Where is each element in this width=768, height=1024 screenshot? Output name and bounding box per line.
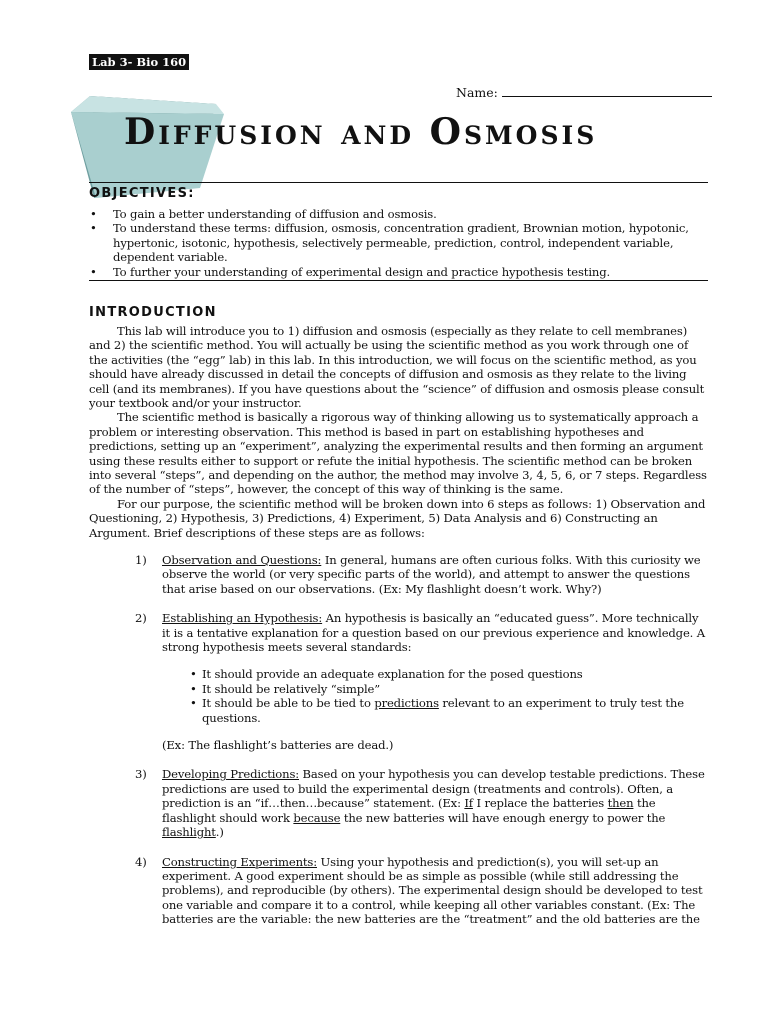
step-number: 1) [135, 553, 147, 567]
list-item [89, 221, 709, 264]
standard-text: It should be relatively “simple” [202, 681, 381, 696]
standard-text: It should provide an adequate explanation for the posed questions [202, 667, 583, 682]
step-title: Constructing Experiments: [162, 854, 317, 869]
list-item [188, 667, 708, 681]
step-hypothesis [89, 611, 708, 752]
standard-text: It should be able to be tied to [202, 696, 375, 711]
intro-paragraph: The scientific method is basically a rigorous way of thinking allowing us to systematically approach a problem or interesting observation. This method is based in part on establishing hypotheses and predictions, setting up an “experiment”, analyzing the experimental results and then forming an argument using these results either to support or refute the initial hypothesis. The scientific method can be broken into several “steps”, and depending on the author, the method may involve 3, 4, 5, 6, or 7 steps. Regardless of the number of “steps”, however, the concept of this way of thinking is the same. [89, 410, 707, 497]
standard-text: relevant to an experiment to truly test the questions. [202, 696, 684, 725]
intro-paragraph: This lab will introduce you to 1) diffusion and osmosis (especially as they relate to cell membranes) and 2) the scientific method. You will actually be using the scientific method as you work through one of the activities (the “egg” lab) in this lab. In this introduction, we will focus on the scientific method, as you should have already discussed in detail the concepts of diffusion and osmosis as they relate to the living cell (and its membranes). If you have questions about the “science” of diffusion and osmosis please consult your textbook and/or your instructor. [89, 324, 705, 411]
step-observation [89, 553, 708, 596]
objective-text: To further your understanding of experimental design and practice hypothesis testing. [113, 264, 610, 279]
step-number: 4) [135, 854, 147, 869]
step-text: .) [215, 825, 224, 840]
name-blank-line [502, 84, 712, 97]
if-term: If [464, 796, 473, 811]
objectives-bottom-rule [89, 280, 708, 281]
bullet-icon: • [190, 681, 197, 696]
list-item [188, 682, 708, 696]
hypothesis-example: (Ex: The flashlight’s batteries are dead.) [162, 738, 394, 753]
page-title: Diffusion and Osmosis [124, 111, 598, 153]
step-title: Establishing an Hypothesis: [162, 611, 323, 626]
objectives-heading: OBJECTIVES: [89, 186, 195, 201]
step-experiments [89, 855, 708, 927]
bullet-icon: • [90, 221, 97, 236]
flashlight-term: flashlight [162, 825, 216, 840]
list-item [89, 265, 709, 279]
list-item [89, 207, 709, 221]
step-title: Observation and Questions: [162, 553, 322, 567]
step-predictions [89, 767, 708, 839]
steps-list [89, 553, 708, 927]
step-text: Based on your hypothesis you can develop testable predictions. These predictions are used to build the experimental design (treatments and controls). Often, a prediction is an “if…then…because” statement. (Ex: [162, 767, 705, 811]
step-text: the new batteries will have enough energy to power the [340, 810, 666, 825]
introduction-body [89, 324, 708, 540]
lab-tag: Lab 3- Bio 160 [89, 54, 189, 70]
name-label: Name: [456, 85, 498, 100]
introduction-heading: INTRODUCTION [89, 305, 217, 320]
bullet-icon: • [90, 264, 97, 279]
objectives-list [89, 207, 709, 279]
step-text: An hypothesis is basically an “educated guess”. More technically it is a tentative explanation for a question based on our previous experience and knowledge. A strong hypothesis meets several standards: [162, 611, 705, 655]
objective-text: To understand these terms: diffusion, osmosis, concentration gradient, Brownian motion, hypotonic, hypertonic, isotonic, hypothesis, selectively permeable, prediction, control, independent variable, dependent variable. [113, 221, 689, 265]
step-text: In general, humans are often curious folks. With this curiosity we observe the world (or very specific parts of the world), and attempt to answer the questions that arise based on our observations. (Ex: My flashlight doesn’t work. Why?) [162, 553, 701, 596]
title-underline-rule [89, 182, 708, 183]
bullet-icon: • [90, 207, 97, 221]
then-term: then [607, 796, 634, 811]
step-number: 3) [135, 767, 147, 782]
bullet-icon: • [190, 696, 197, 711]
name-field [456, 84, 712, 101]
predictions-term: predictions [374, 696, 439, 711]
step-number: 2) [135, 611, 147, 626]
hypothesis-standards-list [188, 667, 708, 725]
intro-paragraph: For our purpose, the scientific method will be broken down into 6 steps as follows: 1) Observation and Questioning, 2) Hypothesis, 3) Predictions, 4) Experiment, 5) Data Analysis and 6) Constructing an Argument. Brief descriptions of these steps are as follows: [89, 496, 706, 540]
step-text: I replace the batteries [472, 796, 608, 811]
because-term: because [293, 810, 341, 825]
list-item [188, 696, 708, 725]
bullet-icon: • [190, 667, 197, 682]
objective-text: To gain a better understanding of diffusion and osmosis. [113, 207, 437, 221]
step-text: the flashlight should work [162, 796, 656, 825]
step-title: Developing Predictions: [162, 767, 300, 782]
step-text: Using your hypothesis and prediction(s), you will set-up an experiment. A good experiment should be as simple as possible (while still addressing the problems), and reproducible (by others). The experimental design should be developed to test one variable and compare it to a control, while keeping all other variables constant. (Ex: The batteries are the variable: the new batteries are the “treatment” and the old batteries are the [162, 854, 703, 927]
